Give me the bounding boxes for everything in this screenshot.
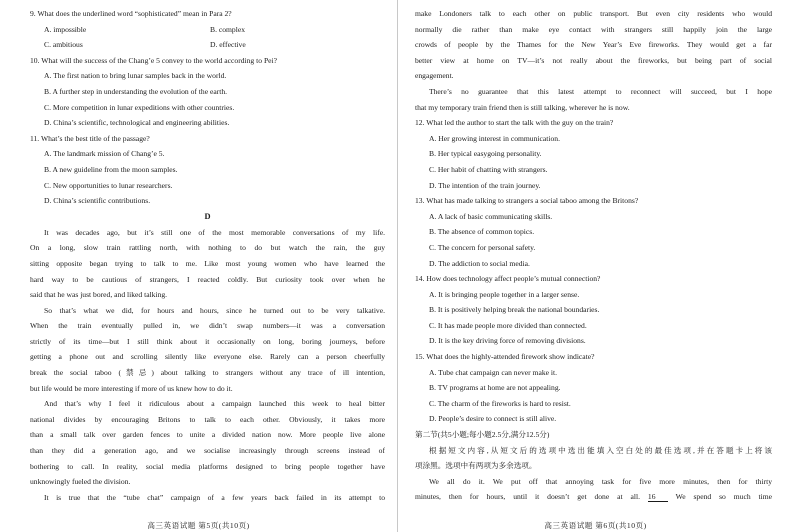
option-c: C. It has made people more divided than connected.	[429, 320, 587, 330]
text-line: unknowingly fueled the division.	[30, 477, 131, 487]
option-b: B. The absence of common topics.	[429, 227, 535, 237]
option-a: A. Tube chat campaign can never make it.	[429, 367, 557, 377]
text-line: So that’s what we did, for hours and hours, since he turned out to be very talkative.	[44, 305, 385, 315]
text-segment: minutes, then for hours, until it doesn’t get done at all.	[415, 492, 640, 502]
cloze-passage	[415, 474, 772, 505]
text-line: than a small talk over garden fences to unite a divided nation now. More people live alone	[30, 430, 385, 440]
text-line: On a long, slow train rattling north, with nothing to do but watch the rain, the guy	[30, 243, 385, 253]
text-line: make Londoners talk to each other on public transport. But even city residents who would	[415, 9, 772, 18]
question-9	[30, 6, 385, 53]
option-c: C. New opportunities to lunar researchers.	[44, 180, 173, 190]
option-d: D. effective	[210, 40, 246, 50]
text-line: sitting opposite began trying to talk to me. Like most young women who have learned the	[30, 258, 385, 268]
text-line: When the train eventually pulled in, we didn’t swap numbers—it was a conversation	[30, 321, 385, 331]
option-d: D. The addiction to social media.	[429, 258, 530, 268]
question-stem: 9. What does the underlined word “sophisticated” mean in Para 2?	[30, 9, 232, 18]
question-12	[415, 115, 772, 193]
option-b: B. TV programs at home are not appealing.	[429, 383, 561, 393]
text-line: said that he was just bored, and liked talking.	[30, 290, 168, 300]
page-footer: 高三英语试题 第6页(共10页)	[544, 521, 647, 530]
text-line: hard way to be cautious of strangers, I reacted coldly. But curiosity took over when he	[30, 274, 385, 284]
option-b: B. complex	[210, 24, 246, 34]
question-10	[30, 53, 385, 131]
text-line: that my temporary train friend then is still talking, wherever he is now.	[415, 102, 630, 112]
text-line: We all do it. We put off that annoying task for five more minutes, then for thirty	[429, 476, 772, 486]
option-a: A. A lack of basic communicating skills.	[429, 211, 553, 221]
question-stem: 11. What’s the best title of the passage?	[30, 133, 150, 143]
passage-paragraph-4	[30, 490, 385, 506]
option-c: C. Her habit of chatting with strangers.	[429, 164, 548, 174]
page-footer: 高三英语试题 第5页(共10页)	[147, 521, 250, 530]
option-a: A. impossible	[44, 24, 87, 34]
option-d: D. China’s scientific, technological and engineering abilities.	[44, 118, 230, 128]
question-stem: 12. What led the author to start the talk with the guy on the train?	[415, 118, 614, 128]
question-stem: 13. What has made talking to strangers a social taboo among the Britons?	[415, 196, 639, 206]
option-c: C. The charm of the fireworks is hard to resist.	[429, 398, 571, 408]
text-line: It is true that the “tube chat” campaign of a few years back failed in its attempt to	[44, 492, 385, 502]
option-c: C. ambitious	[44, 40, 83, 50]
option-d: D. China’s scientific contributions.	[44, 196, 151, 206]
option-a: A. The landmark mission of Chang’e 5.	[44, 149, 165, 159]
text-line: normally die rather than make eye contact with strangers still happily join the large	[415, 24, 772, 34]
text-line: bothering to call. In reality, social media platforms designed to bring people together have	[30, 461, 385, 471]
passage-paragraph-4-continued	[415, 6, 772, 84]
text-line: 项涂黑。选项中有两项为多余选项。	[415, 461, 537, 471]
text-line: than they did a generation ago, and we socialise increasingly through screens instead of	[30, 446, 385, 456]
option-b: B. It is positively helping break the national boundaries.	[429, 305, 600, 315]
option-d: D. People’s desire to connect is still alive.	[429, 414, 557, 424]
option-d: D. It is the key driving force of removing divisions.	[429, 336, 586, 346]
option-b: B. A further step in understanding the evolution of the earth.	[44, 86, 228, 96]
passage-paragraph-3	[30, 396, 385, 490]
question-stem: 15. What does the highly-attended firework show indicate?	[415, 352, 595, 362]
text-line: crowds of people by the Thames for the New Year’s Eve fireworks. They would get a far	[415, 40, 772, 50]
text-segment: We spend so much time	[675, 492, 772, 502]
passage-paragraph-1	[30, 225, 385, 303]
blank-16: 16	[648, 492, 668, 502]
text-line: break the social taboo (禁忌) about talking to strangers without any trace of ill intention,	[30, 368, 385, 378]
option-d: D. The intention of the train journey.	[429, 180, 541, 190]
option-a: A. Her growing interest in communication.	[429, 133, 560, 143]
passage-letter: D	[204, 211, 211, 221]
text-line: better view at home on TV—it’s not really about the fireworks, but being part of social	[415, 55, 772, 65]
option-b: B. A new guideline from the moon samples.	[44, 164, 178, 174]
question-14	[415, 271, 772, 349]
text-line: There’s no guarantee that this latest attempt to reconnect will succeed, but I hope	[429, 86, 772, 96]
option-c: C. More competition in lunar expeditions with other countries.	[44, 102, 235, 112]
text-line: getting a phone out and scrolling silently like everyone else. Rarely can a person cheerfully	[30, 352, 385, 362]
question-15	[415, 349, 772, 427]
option-a: A. The first nation to bring lunar samples back in the world.	[44, 71, 227, 81]
text-line: strictly of its time—but I still think about it occasionally on long, boring journeys, before	[30, 336, 385, 346]
text-line: engagement.	[415, 71, 454, 81]
option-a: A. It is bringing people together in a larger sense.	[429, 289, 580, 299]
option-c: C. The concern for personal safety.	[429, 242, 536, 252]
text-line: but life would be more interesting if more of us knew how to do it.	[30, 383, 233, 393]
text-line: national divides by encouraging Britons to talk to each other. Obviously, it takes more	[30, 414, 385, 424]
question-stem: 10. What will the success of the Chang’e 5 convey to the world according to Pei?	[30, 55, 278, 65]
question-stem: 14. How does technology affect people’s mutual connection?	[415, 274, 601, 284]
question-11	[30, 131, 385, 209]
section-heading: 第二节(共5小题;每小题2.5分,满分12.5分)	[415, 430, 550, 440]
passage-paragraph-2	[30, 303, 385, 397]
text-line: It was decades ago, but it’s still one of the most memorable conversations of my life.	[44, 227, 385, 237]
text-line: And that’s why I feel it ridiculous about a campaign launched this week to heal bitter	[44, 399, 385, 409]
right-page	[397, 0, 794, 532]
text-line	[415, 489, 772, 505]
option-b: B. Her typical easygoing personality.	[429, 149, 542, 159]
passage-paragraph-5	[415, 84, 772, 115]
text-line: 根据短文内容,从短文后的选项中选出能填入空白处的最佳选项,并在答题卡上将该	[429, 445, 772, 455]
section-instructions	[415, 443, 772, 474]
question-13	[415, 193, 772, 271]
